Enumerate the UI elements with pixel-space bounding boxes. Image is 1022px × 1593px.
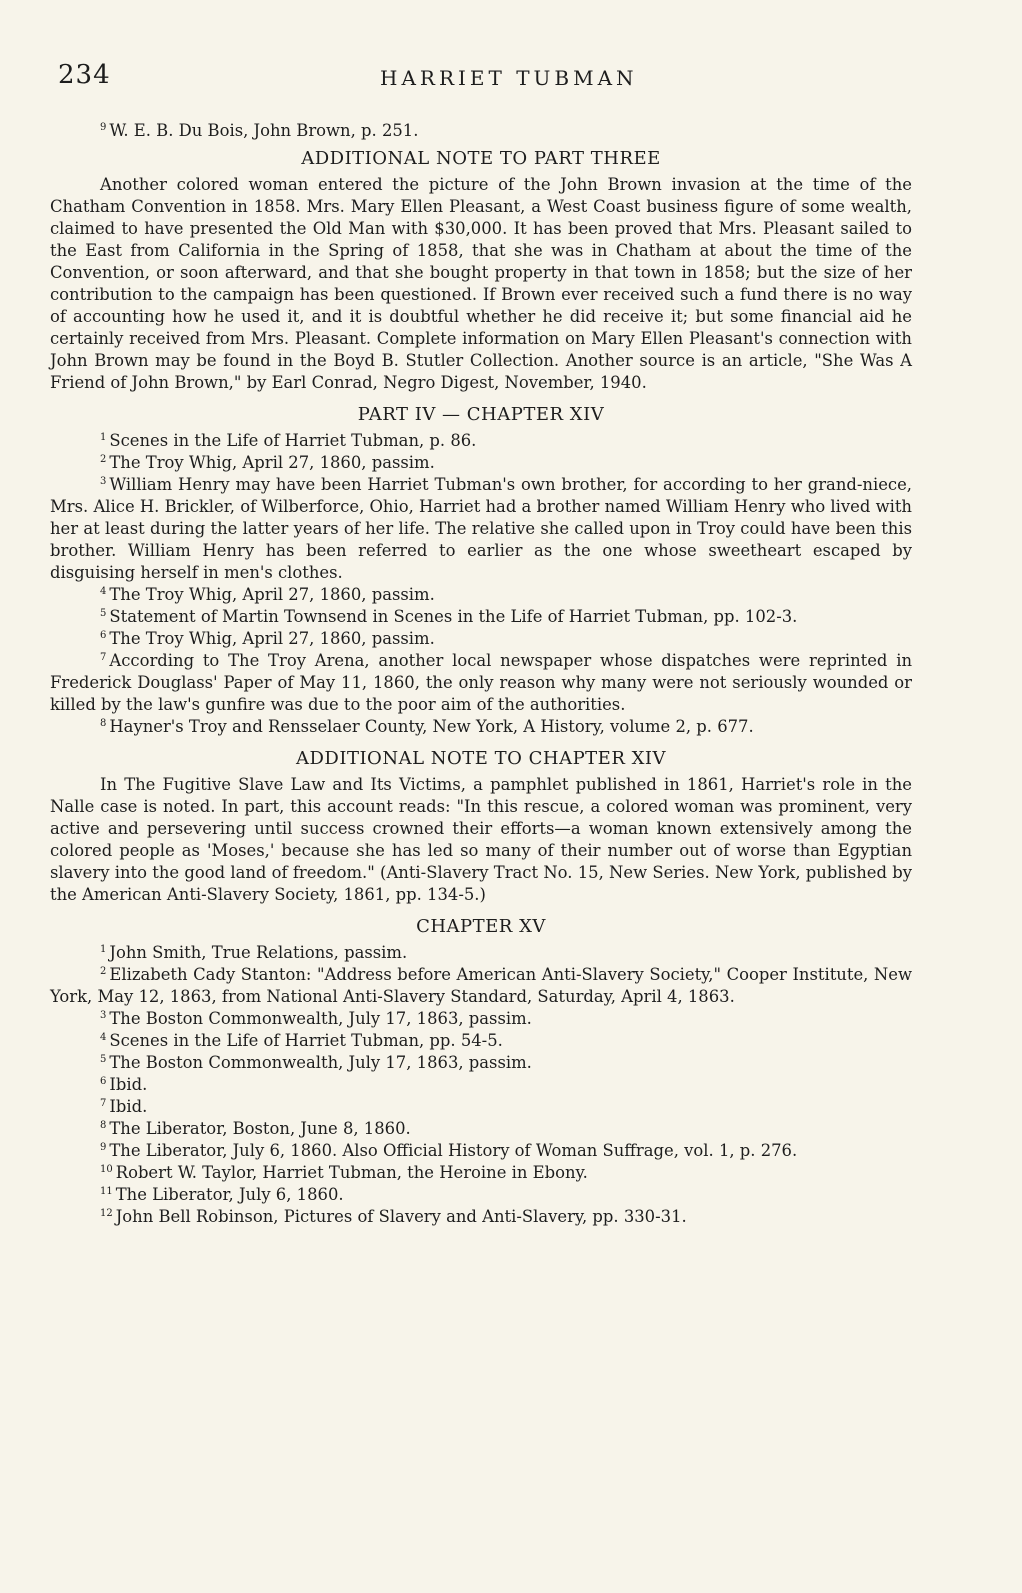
footnote — [50, 474, 912, 584]
footnote — [50, 964, 912, 1008]
footnote-number: 2 — [100, 965, 107, 977]
section-heading: ADDITIONAL NOTE TO PART THREE — [301, 148, 661, 169]
footnote — [50, 584, 912, 606]
footnote-text: William Henry may have been Harriet Tubman's own brother, for according to her grand-niece, Mrs. Alice H. Brickler, of Wilberforce, Ohio, Harriet had a brother named William Henry who lived with her at least during the latter years of her life. The relative she called upon in Troy could have been this brother. William Henry has been referred to earlier as the one whose sweetheart escaped by disguising herself in men's clothes. — [50, 475, 912, 582]
footnote-text: Ibid. — [109, 1097, 148, 1116]
footnote — [50, 1074, 912, 1096]
footnote — [50, 716, 912, 738]
footnote-number: 7 — [100, 651, 107, 663]
footnote-number: 4 — [100, 1031, 107, 1043]
section-heading: PART IV — CHAPTER XIV — [357, 404, 605, 425]
footnote — [50, 1184, 912, 1206]
footnote — [50, 1118, 912, 1140]
footnote-number: 9 — [100, 1141, 107, 1153]
footnote-text: Hayner's Troy and Rensselaer County, New York, A History, volume 2, p. 677. — [109, 717, 754, 736]
footnote-number: 5 — [100, 1053, 107, 1065]
footnote-number: 8 — [100, 1119, 107, 1131]
footnote-text: Robert W. Taylor, Harriet Tubman, the Heroine in Ebony. — [115, 1163, 588, 1182]
footnote-number: 4 — [100, 585, 107, 597]
footnote-number: 12 — [100, 1207, 113, 1219]
footnote — [50, 606, 912, 628]
page-content — [50, 120, 912, 1228]
running-head — [50, 60, 912, 100]
footnote-text: Ibid. — [109, 1075, 148, 1094]
body-paragraph: In The Fugitive Slave Law and Its Victims, a pamphlet published in 1861, Harriet's role in the Nalle case is noted. In part, this account reads: "In this rescue, a colored woman was prominent, very active and persevering until success crowned their efforts—a woman known extensively among the colored people as 'Moses,' because she has led so many of their number out of worse than Egyptian slavery into the good land of freedom." (Anti-Slavery Tract No. 15, New Series. New York, published by the American Anti-Slavery Society, 1861, pp. 134-5.) — [50, 775, 912, 904]
footnote-number: 3 — [100, 475, 107, 487]
footnote — [50, 430, 912, 452]
footnote-number: 11 — [100, 1185, 113, 1197]
footnote — [50, 1162, 912, 1184]
running-title: HARRIET TUBMAN — [380, 66, 638, 90]
footnote-text: The Troy Whig, April 27, 1860, passim. — [109, 585, 435, 604]
footnote-number: 2 — [100, 453, 107, 465]
footnote-text: The Troy Whig, April 27, 1860, passim. — [109, 453, 435, 472]
body-paragraph: Another colored woman entered the picture of the John Brown invasion at the time of the Chatham Convention in 1858. Mrs. Mary Ellen Pleasant, a West Coast business figure of some wealth, claimed to have presented the Old Man with $30,000. It has been proved that Mrs. Pleasant sailed to the East from California in the Spring of 1858, that she was in Chatham at about the time of the Convention, or soon afterward, and that she bought property in that town in 1858; but the size of her contribution to the campaign has been questioned. If Brown ever received such a fund there is no way of accounting how he used it, and it is doubtful whether he did receive it; but some financial aid he certainly received from Mrs. Pleasant. Complete information on Mary Ellen Pleasant's connection with John Brown may be found in the Boyd B. Stutler Collection. Another source is an article, "She Was A Friend of John Brown," by Earl Conrad, Negro Digest, November, 1940. — [50, 175, 912, 392]
footnote-text: Scenes in the Life of Harriet Tubman, p. 86. — [109, 431, 477, 450]
footnote — [50, 1096, 912, 1118]
footnote — [50, 1206, 912, 1228]
footnote-text: John Bell Robinson, Pictures of Slavery and Anti-Slavery, pp. 330-31. — [115, 1207, 687, 1226]
page-number: 234 — [58, 60, 111, 90]
footnote-number: 1 — [100, 431, 107, 443]
footnote — [50, 942, 912, 964]
footnote-text: Statement of Martin Townsend in Scenes in the Life of Harriet Tubman, pp. 102-3. — [109, 607, 798, 626]
footnote-text: W. E. B. Du Bois, John Brown, p. 251. — [109, 121, 419, 140]
footnote-text: According to The Troy Arena, another local newspaper whose dispatches were reprinted in Frederick Douglass' Paper of May 11, 1860, the only reason why many were not seriously wounded or killed by the law's gunfire was due to the poor aim of the authorities. — [50, 651, 912, 714]
footnote — [50, 1140, 912, 1162]
footnote-number: 1 — [100, 943, 107, 955]
footnote-text: The Boston Commonwealth, July 17, 1863, passim. — [109, 1009, 532, 1028]
footnote-text: Elizabeth Cady Stanton: "Address before American Anti-Slavery Society," Cooper Institute, New York, May 12, 1863, from National Anti-Slavery Standard, Saturday, April 4, 1863. — [50, 965, 912, 1006]
footnote-number: 6 — [100, 1075, 107, 1087]
footnote-number: 10 — [100, 1163, 113, 1175]
footnote — [50, 1052, 912, 1074]
footnote-text: The Liberator, July 6, 1860. Also Official History of Woman Suffrage, vol. 1, p. 276. — [109, 1141, 798, 1160]
footnote-text: The Liberator, July 6, 1860. — [115, 1185, 344, 1204]
footnote — [50, 1030, 912, 1052]
footnote-number: 8 — [100, 717, 107, 729]
footnote-text: The Boston Commonwealth, July 17, 1863, passim. — [109, 1053, 532, 1072]
footnote-number: 6 — [100, 629, 107, 641]
footnote-text: The Troy Whig, April 27, 1860, passim. — [109, 629, 435, 648]
footnote-text: The Liberator, Boston, June 8, 1860. — [109, 1119, 411, 1138]
section-heading: CHAPTER XV — [416, 916, 546, 937]
footnote — [50, 650, 912, 716]
footnote-number: 7 — [100, 1097, 107, 1109]
footnote-text: Scenes in the Life of Harriet Tubman, pp. 54-5. — [109, 1031, 503, 1050]
footnote-number: 9 — [100, 121, 107, 133]
footnote — [50, 1008, 912, 1030]
footnote-number: 3 — [100, 1009, 107, 1021]
footnote — [50, 452, 912, 474]
footnote — [50, 120, 912, 142]
footnote — [50, 628, 912, 650]
section-heading: ADDITIONAL NOTE TO CHAPTER XIV — [295, 748, 667, 769]
footnote-number: 5 — [100, 607, 107, 619]
footnote-text: John Smith, True Relations, passim. — [109, 943, 408, 962]
